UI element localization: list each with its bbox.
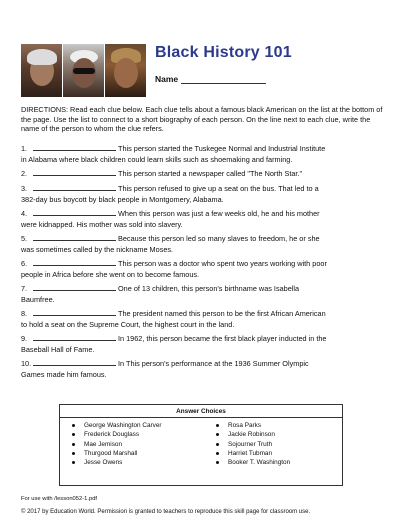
clue-number: 7. [21, 284, 28, 293]
clue-text-line2: people in Africa before she went on to become famous. [21, 270, 200, 280]
bullet-icon [72, 424, 75, 427]
answer-choice-label: Mae Jemison [84, 440, 123, 448]
clue-text-line1: This person started the Tuskegee Normal and Industrial Institute [118, 144, 326, 153]
answer-choice-label: Sojourner Truth [228, 440, 273, 448]
use-note: For use with /lesson052-1.pdf [21, 496, 98, 502]
clue-number: 10. [21, 359, 32, 368]
clue-number: 2. [21, 169, 28, 178]
name-label: Name [155, 74, 179, 84]
answer-choice-item [216, 440, 290, 449]
answer-choices-box [59, 404, 343, 486]
answer-blank[interactable] [33, 308, 116, 316]
clue-item [21, 358, 385, 381]
bullet-icon [216, 424, 219, 427]
clue-text-line2: to hold a seat on the Supreme Court, the highest court in the land. [21, 320, 235, 330]
clue-item [21, 233, 385, 256]
answer-blank[interactable] [33, 358, 116, 366]
answer-blank[interactable] [33, 333, 116, 341]
clue-text-line1: Because this person led so many slaves to freedom, he or she [118, 234, 320, 243]
copyright-note: © 2017 by Education World. Permission is granted to teachers to reproduce this skill page for classroom use. [21, 509, 311, 515]
clue-item [21, 283, 385, 306]
clue-text-line1: When this person was just a few weeks old, he and his mother [118, 209, 320, 218]
clue-number: 6. [21, 259, 28, 268]
answer-choice-label: Frederick Douglass [84, 431, 140, 439]
clue-item [21, 183, 385, 206]
clue-text-line2: were kidnapped. His mother was sold into slavery. [21, 220, 183, 230]
answer-choice-label: Jackie Robinson [228, 431, 275, 439]
answer-choice-item [72, 421, 162, 430]
answer-blank[interactable] [33, 208, 116, 216]
answer-choices-left-column [72, 421, 162, 467]
clue-text-line1: The president named this person to be the first African American [118, 309, 326, 318]
answer-blank[interactable] [33, 233, 116, 241]
clue-text-line1: In This person's performance at the 1936 Summer Olympic [118, 359, 309, 368]
clue-number: 1. [21, 144, 28, 153]
directions-text: DIRECTIONS: Read each clue below. Each clue tells about a famous black American on the list at the bottom of the page. Use the list to connect to a short biography of each person. On the line next to each clue, write the name of the person to whom the clue refers. [21, 105, 383, 134]
clue-text-line2: Baumfree. [21, 295, 55, 305]
clue-item [21, 208, 385, 231]
answer-choice-item [216, 449, 290, 458]
answer-choices-right-column [216, 421, 290, 467]
clue-number: 3. [21, 184, 28, 193]
name-field-line[interactable] [181, 83, 266, 84]
clue-item [21, 143, 385, 166]
answer-choice-item [72, 449, 162, 458]
bullet-icon [216, 443, 219, 446]
portrait-photo-2 [63, 44, 104, 97]
portrait-photo-3 [105, 44, 146, 97]
answer-choice-item [72, 458, 162, 467]
answer-choices-title: Answer Choices [176, 408, 226, 415]
answer-choice-label: Booker T. Washington [228, 459, 291, 467]
answer-blank[interactable] [33, 283, 116, 291]
bullet-icon [216, 433, 219, 436]
answer-choice-label: Jesse Owens [84, 459, 123, 467]
clue-item [21, 168, 385, 179]
answer-choice-item [72, 430, 162, 439]
clue-text-line2: in Alabama where black children could learn skills such as shoemaking and farming. [21, 155, 293, 165]
clue-number: 4. [21, 209, 28, 218]
clue-text-line1: This person started a newspaper called "The North Star." [118, 169, 303, 178]
clue-text-line1: One of 13 children, this person's birthname was Isabella [118, 284, 300, 293]
answer-choice-item [216, 430, 290, 439]
answer-blank[interactable] [33, 258, 116, 266]
clue-number: 5. [21, 234, 28, 243]
bullet-icon [216, 452, 219, 455]
answer-blank[interactable] [33, 168, 116, 176]
clue-item [21, 308, 385, 331]
clue-number: 9. [21, 334, 28, 343]
clue-text-line1: This person was a doctor who spent two years working with poor [118, 259, 327, 268]
clue-item [21, 333, 385, 356]
bullet-icon [72, 452, 75, 455]
clue-text-line1: This person refused to give up a seat on the bus. That led to a [118, 184, 319, 193]
clue-text-line2: was sometimes called by the nickname Moses. [21, 245, 174, 255]
bullet-icon [72, 443, 75, 446]
portrait-photo-1 [21, 44, 62, 97]
clue-text-line1: In 1962, this person became the first black player inducted in the [118, 334, 327, 343]
answer-choice-label: George Washington Carver [84, 422, 162, 429]
clue-item [21, 258, 385, 281]
answer-choice-item [72, 440, 162, 449]
bullet-icon [72, 433, 75, 436]
answer-choice-item [216, 458, 290, 467]
page-title: Black History 101 [155, 44, 292, 61]
answer-choice-item [216, 421, 290, 430]
bullet-icon [72, 461, 75, 464]
answer-choice-label: Harriet Tubman [228, 449, 273, 457]
clue-text-line2: Baseball Hall of Fame. [21, 345, 95, 355]
portrait-strip [21, 44, 146, 97]
clue-text-line2: 382-day bus boycott by black people in Montgomery, Alabama. [21, 195, 224, 205]
answer-choice-label: Thurgood Marshall [84, 449, 138, 457]
answer-blank[interactable] [33, 143, 116, 151]
clue-text-line2: Games made him famous. [21, 370, 107, 380]
answer-blank[interactable] [33, 183, 116, 191]
bullet-icon [216, 461, 219, 464]
clue-number: 8. [21, 309, 28, 318]
answer-choice-label: Rosa Parks [228, 422, 262, 429]
